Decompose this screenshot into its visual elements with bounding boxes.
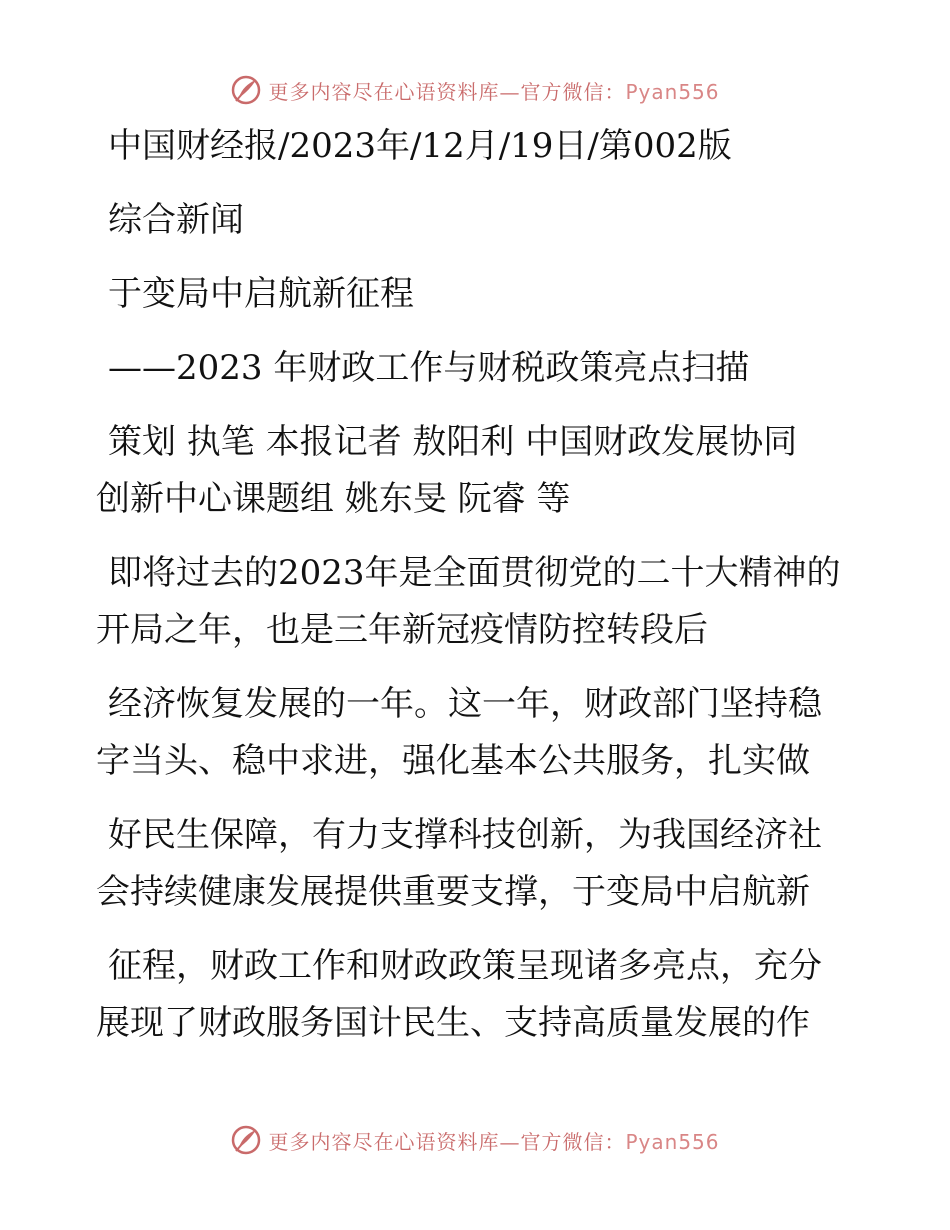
paragraph-line: 会持续健康发展提供重要支撑，于变局中启航新: [96, 872, 810, 912]
paragraph-line: 展现了财政服务国计民生、支持高质量发展的作: [96, 1003, 810, 1043]
paragraph-line: 即将过去的2023年是全面贯彻党的二十大精神的: [108, 553, 841, 593]
paragraph-line: 字当头、稳中求进，强化基本公共服务，扎实做: [96, 741, 810, 781]
byline-line-1: 策划 执笔 本报记者 敖阳利 中国财政发展协同: [108, 422, 798, 462]
paragraph-line: 好民生保障，有力支撑科技创新，为我国经济社: [108, 815, 822, 855]
paragraph-line: 经济恢复发展的一年。这一年，财政部门坚持稳: [108, 684, 822, 724]
watermark-text: 更多内容尽在心语资料库—官方微信：Pyan556: [268, 79, 720, 104]
feather-quill-logo-icon: [230, 74, 262, 106]
section-name: 综合新闻: [108, 200, 244, 240]
byline-line-2: 创新中心课题组 姚东旻 阮睿 等: [96, 479, 571, 519]
footer-watermark: [0, 1120, 950, 1160]
publication-line: 中国财经报/2023年/12月/19日/第002版: [108, 126, 732, 166]
paragraph-line: 征程，财政工作和财政政策呈现诸多亮点，充分: [108, 946, 822, 986]
watermark-text: 更多内容尽在心语资料库—官方微信：Pyan556: [268, 1129, 720, 1154]
article-body: [96, 118, 856, 1052]
header-watermark: [0, 70, 950, 110]
article-subtitle: ——2023 年财政工作与财税政策亮点扫描: [108, 348, 750, 388]
feather-quill-logo-icon: [230, 1124, 262, 1156]
article-title: 于变局中启航新征程: [108, 274, 414, 314]
paragraph-line: 开局之年，也是三年新冠疫情防控转段后: [96, 610, 708, 650]
